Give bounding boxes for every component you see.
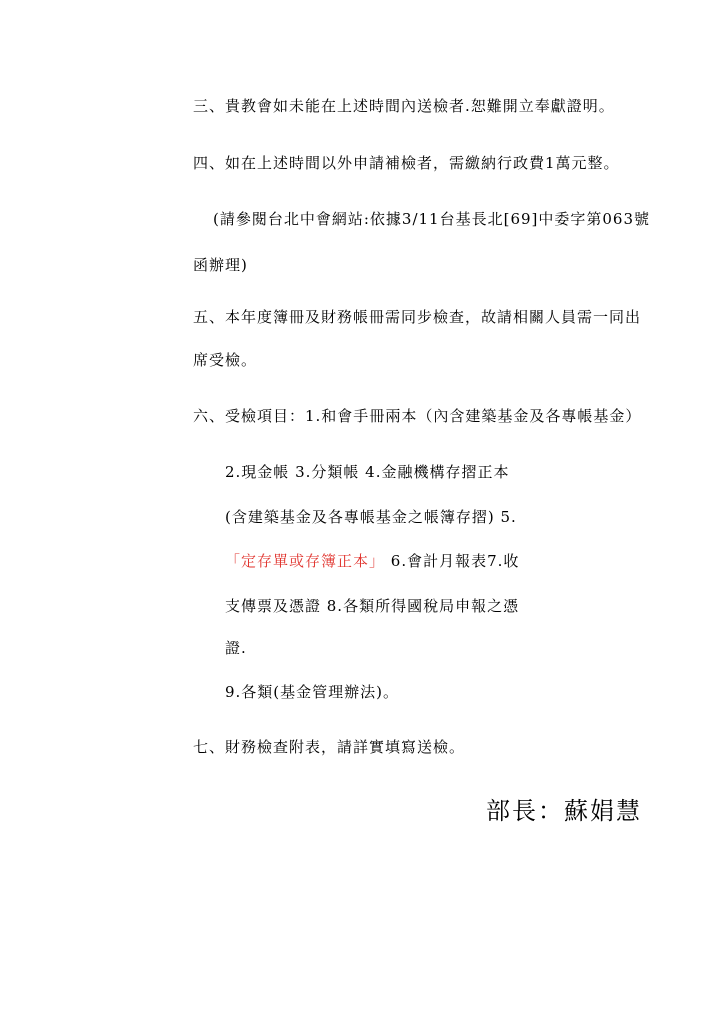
signature-minister: 部長：蘇娟慧 (486, 797, 642, 825)
item-five-line-2: 席受檢。 (193, 351, 258, 369)
item-seven-text: 七、財務檢查附表，請詳實填寫送檢。 (193, 738, 466, 756)
inspection-items-line-3 (225, 551, 519, 571)
reference-note-line-1: (請參閱台北中會網站:依據3/11台基長北[69]中委字第063號 (213, 210, 651, 228)
inspection-items-line-1: 2.現金帳 3.分類帳 4.金融機構存摺正本 (225, 463, 510, 481)
inspection-items-line-5: 證. (225, 639, 247, 657)
item-three-text: 三、貴教會如未能在上述時間內送檢者.恕難開立奉獻證明。 (193, 97, 615, 115)
time-deposit-highlight: 「定存單或存簿正本」 (225, 552, 386, 570)
inspection-items-line-4: 支傳票及憑證 8.各類所得國稅局申報之憑 (225, 597, 520, 615)
reference-note-line-2: 函辦理) (193, 256, 248, 274)
item-five-line-1: 五、本年度簿冊及財務帳冊需同步檢查，故請相關人員需一同出 (193, 308, 642, 326)
item-four-text: 四、如在上述時間以外申請補檢者，需繳納行政費1萬元整。 (193, 154, 620, 172)
inspection-items-line-6: 9.各類(基金管理辦法)。 (225, 683, 400, 701)
inspection-items-line-2: (含建築基金及各專帳基金之帳簿存摺) 5. (225, 508, 517, 526)
inspection-items-line-3-rest: 6.會計月報表7.收 (385, 552, 520, 570)
item-six-heading: 六、受檢項目：1.和會手冊兩本（內含建築基金及各專帳基金） (193, 407, 642, 425)
